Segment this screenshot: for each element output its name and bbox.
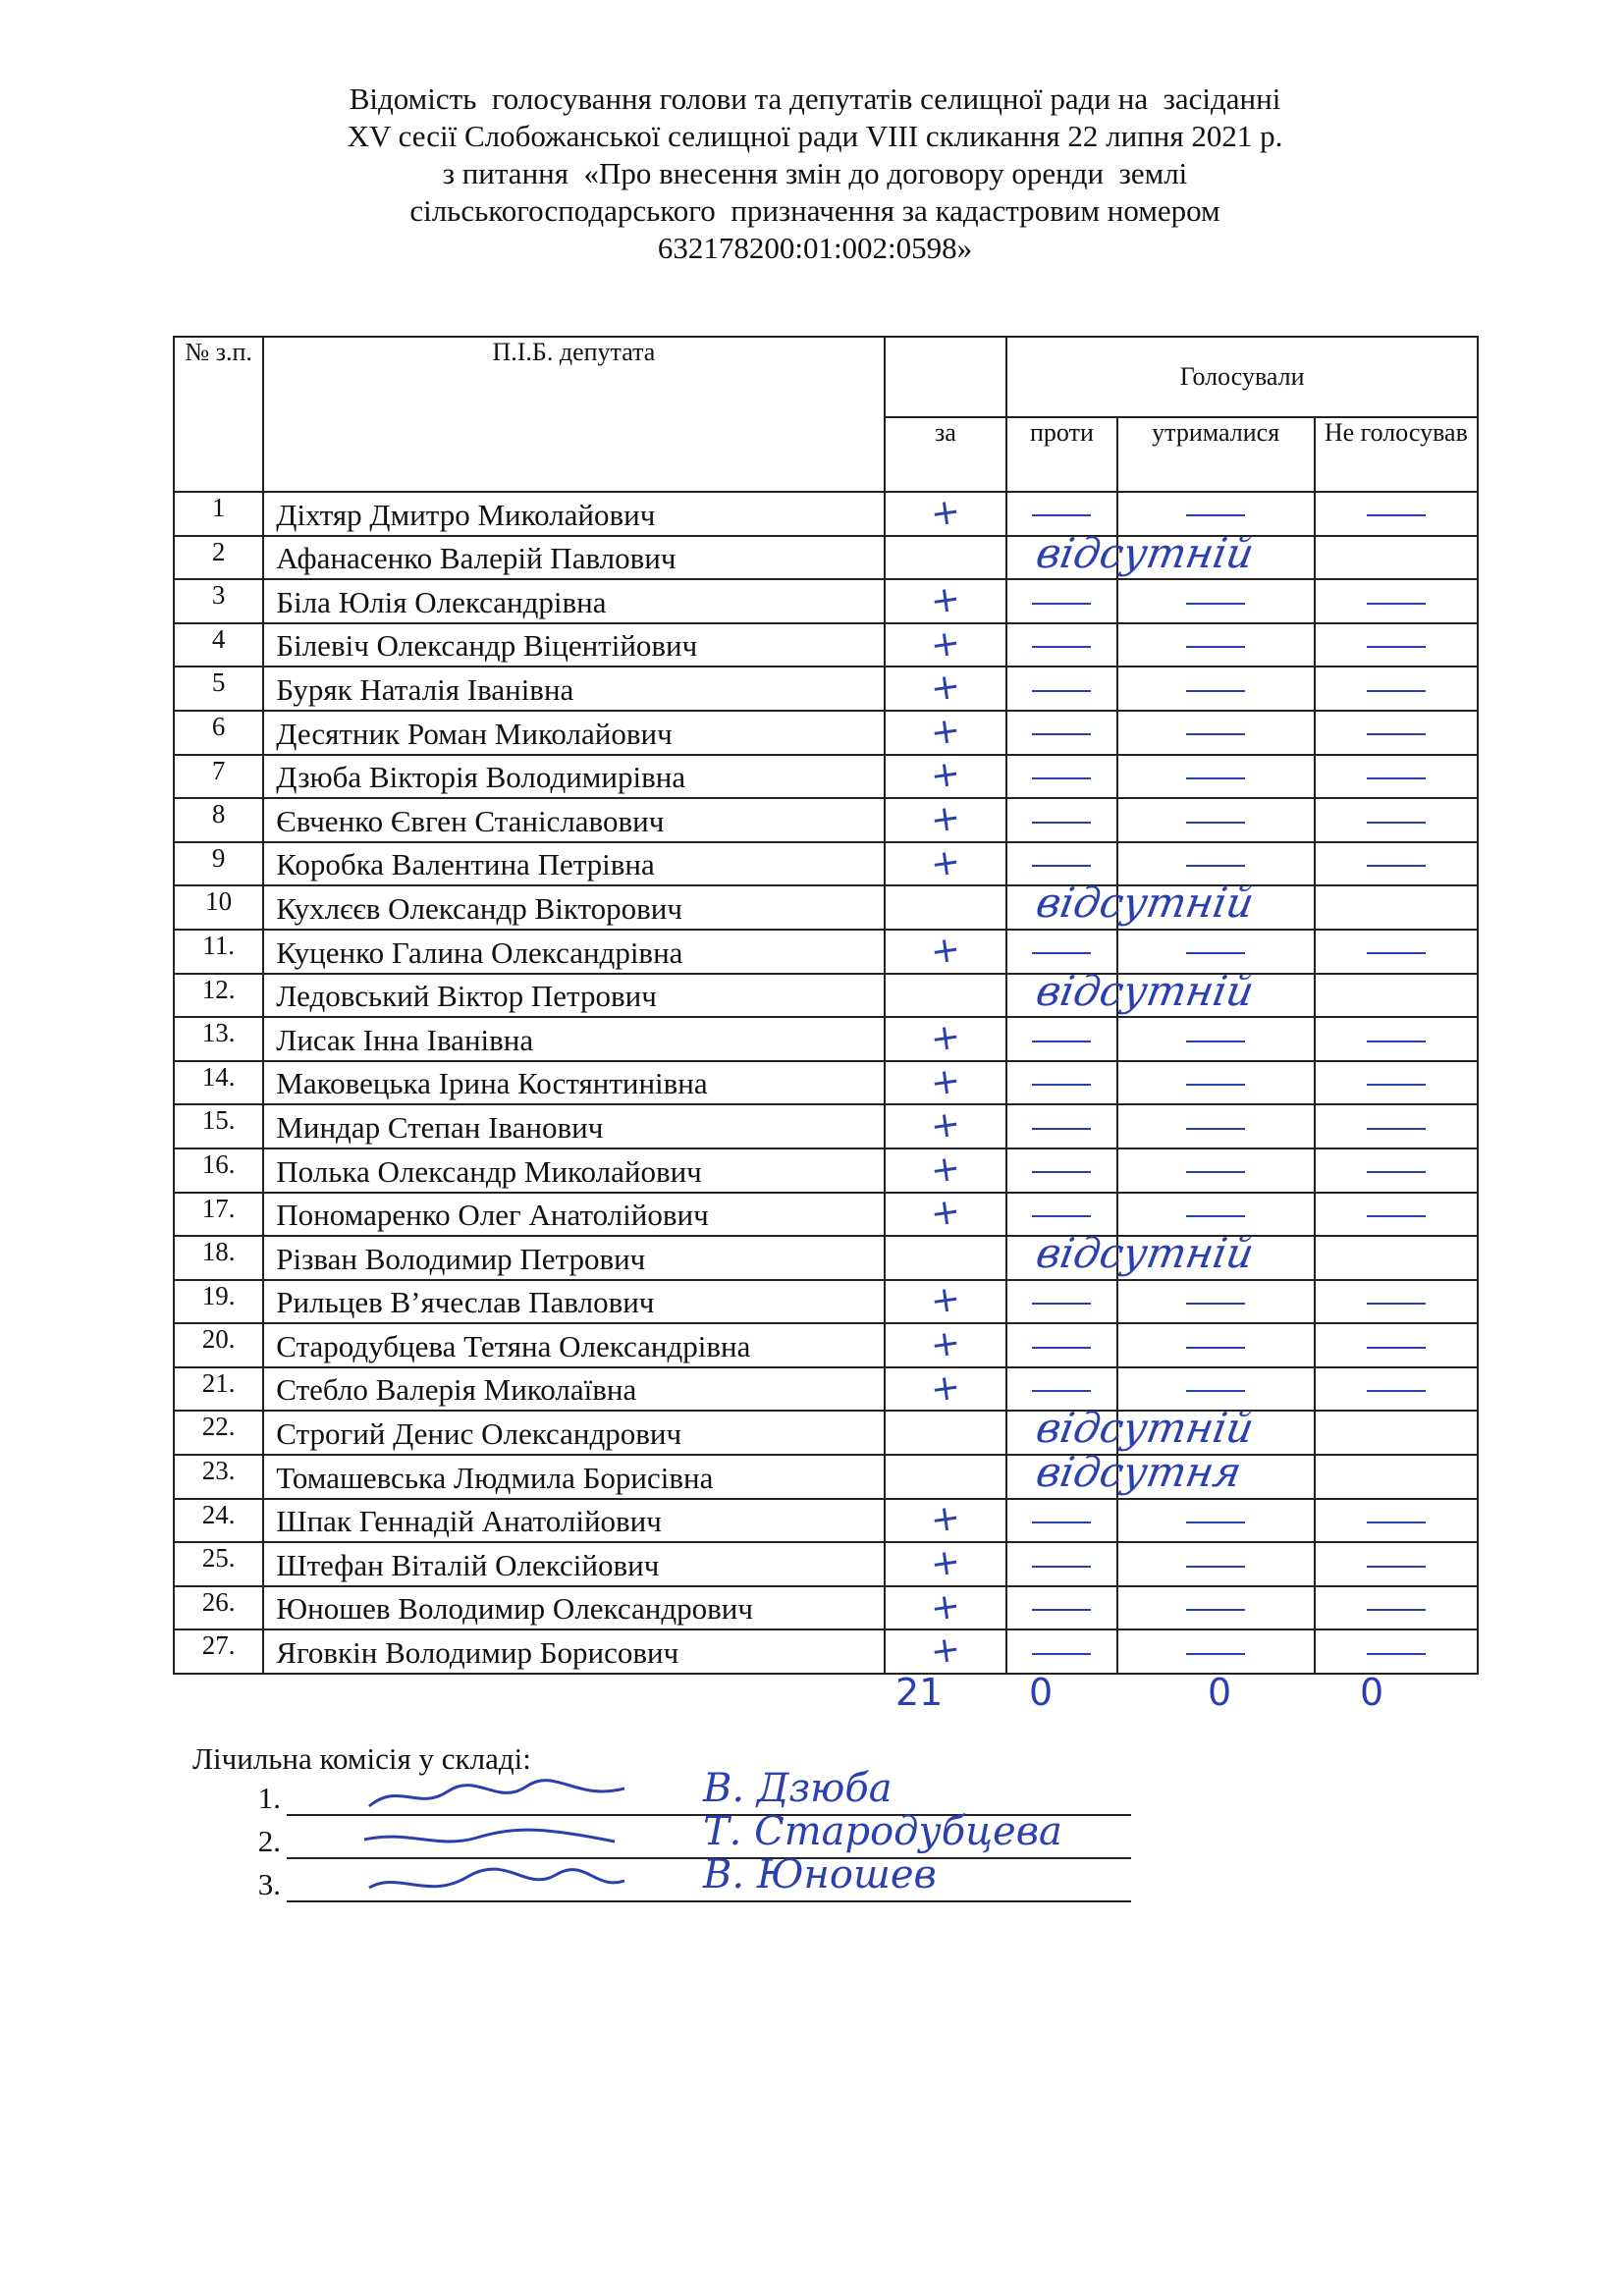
vote-notvoted-cell [1315,1542,1478,1586]
dash-mark-icon [1186,646,1245,648]
table-row [174,1323,1478,1367]
vote-for-cell [885,755,1007,799]
dash-mark-icon [1032,646,1091,648]
dash-mark-icon [1367,1390,1426,1392]
deputy-name: Юношев Володимир Олександрович [263,1586,884,1630]
dash-mark-icon [1032,514,1091,516]
deputy-name: Шпак Геннадій Анатолійович [263,1499,884,1543]
vote-for-cell [885,1148,1007,1193]
absent-note: відсутня [1032,1448,1246,1497]
counting-commission [192,1739,1062,1908]
vote-against-cell [1006,1104,1116,1148]
voting-table [173,336,1479,1675]
dash-mark-icon [1367,690,1426,692]
table-row [174,1411,1478,1455]
row-number: 2 [174,536,263,580]
dash-mark-icon [1367,1303,1426,1305]
dash-mark-icon [1367,1653,1426,1655]
header-line-3: з питання «Про внесення змін до договору оренди землі [442,156,1188,190]
table-row [174,492,1478,536]
dash-mark-icon [1186,733,1245,735]
header-blank [885,337,1007,417]
header-voted: Голосували [1006,337,1478,417]
vote-against-cell [1006,667,1116,711]
deputy-name: Пономаренко Олег Анатолійович [263,1193,884,1237]
deputy-name: Стебло Валерія Миколаївна [263,1367,884,1412]
vote-for-cell [885,667,1007,711]
deputy-name: Біла Юлія Олександрівна [263,579,884,623]
vote-for-cell [885,974,1007,1018]
dash-mark-icon [1186,1303,1245,1305]
commission-member: 3. В. Юношев [192,1865,531,1908]
dash-mark-icon [1032,690,1091,692]
vote-for-cell [885,885,1007,930]
table-row [174,1017,1478,1061]
dash-mark-icon [1186,1390,1245,1392]
vote-against-cell [1006,528,1258,580]
plus-mark-icon: + [928,1059,963,1104]
dash-mark-icon [1032,1522,1091,1523]
dash-mark-icon [1032,1041,1091,1042]
header-line-4: сільськогосподарського призначення за кадастровим номером [409,193,1220,228]
table-row [174,1499,1478,1543]
vote-abstain-cell [1117,1629,1315,1674]
vote-abstain-cell [1117,579,1315,623]
dash-mark-icon [1367,952,1426,954]
deputy-name: Ледовський Віктор Петрович [263,974,884,1018]
dash-mark-icon [1032,1171,1091,1173]
dash-mark-icon [1032,603,1091,605]
vote-for-cell [885,1367,1007,1412]
vote-for-cell [885,798,1007,842]
row-number: 23. [174,1455,263,1499]
dash-mark-icon [1186,952,1245,954]
row-number: 10 [174,885,263,930]
table-row [174,1104,1478,1148]
vote-for-cell [885,492,1007,536]
vote-notvoted-cell [1315,711,1478,755]
vote-for-cell [885,536,1007,580]
dash-mark-icon [1186,1128,1245,1130]
vote-against-cell [1006,798,1116,842]
header-not-voted: Не голосував [1315,417,1478,492]
table-row [174,1148,1478,1193]
vote-against-cell [1006,1499,1116,1543]
deputy-name: Полька Олександр Миколайович [263,1148,884,1193]
table-row [174,667,1478,711]
vote-abstain-cell [1117,667,1315,711]
dash-mark-icon [1186,603,1245,605]
header-line-1: Відомість голосування голови та депутатів селищної ради на засіданні [349,81,1281,116]
vote-against-cell [1006,1017,1116,1061]
table-row [174,842,1478,886]
table-row [174,885,1478,930]
dash-mark-icon [1032,952,1091,954]
row-number: 24. [174,1499,263,1543]
total-not-voted: 0 [1360,1671,1384,1714]
total-against: 0 [1029,1671,1054,1714]
dash-mark-icon [1186,777,1245,779]
vote-against-cell [1006,1586,1116,1630]
dash-mark-icon [1367,733,1426,735]
table-row [174,798,1478,842]
vote-for-cell [885,1236,1007,1280]
vote-against-cell [1006,879,1258,930]
vote-notvoted-cell [1315,1367,1478,1412]
dash-mark-icon [1367,1171,1426,1173]
dash-mark-icon [1186,514,1245,516]
row-number: 14. [174,1061,263,1105]
dash-mark-icon [1367,865,1426,867]
row-number: 9 [174,842,263,886]
dash-mark-icon [1367,1609,1426,1611]
document-header [177,80,1453,267]
plus-mark-icon: + [928,753,963,798]
vote-for-cell [885,579,1007,623]
vote-abstain-cell [1117,623,1315,667]
vote-for-cell [885,711,1007,755]
deputy-name: Рильцев В’ячеслав Павлович [263,1280,884,1324]
row-number: 18. [174,1236,263,1280]
dash-mark-icon [1367,777,1426,779]
plus-mark-icon: + [928,928,963,973]
deputy-name: Білевіч Олександр Віцентійович [263,623,884,667]
vote-against-cell [1006,711,1116,755]
deputy-name: Дзюба Вікторія Володимирівна [263,755,884,799]
header-line-2: XV сесії Слобожанської селищної ради VIII скликання 22 липня 2021 р. [347,119,1283,153]
deputy-name: Афанасенко Валерій Павлович [263,536,884,580]
table-body [174,492,1478,1674]
vote-notvoted-cell [1315,1280,1478,1324]
vote-notvoted-cell [1315,930,1478,974]
deputy-name: Євченко Євген Станіславович [263,798,884,842]
vote-abstain-cell [1117,1280,1315,1324]
dash-mark-icon [1186,1566,1245,1568]
dash-mark-icon [1186,1084,1245,1086]
vote-for-cell [885,1280,1007,1324]
row-number: 3 [174,579,263,623]
dash-mark-icon [1032,1084,1091,1086]
vote-against-cell [1006,966,1258,1018]
deputy-name: Діхтяр Дмитро Миколайович [263,492,884,536]
deputy-name: Кухлєєв Олександр Вікторович [263,885,884,930]
vote-notvoted-cell [1315,974,1478,1018]
deputy-name: Томашевська Людмила Борисівна [263,1455,884,1499]
vote-notvoted-cell [1315,1148,1478,1193]
vote-notvoted-cell [1315,1323,1478,1367]
table-row [174,755,1478,799]
vote-abstain-cell [1117,711,1315,755]
vote-for-cell [885,1061,1007,1105]
plus-mark-icon: + [928,840,963,885]
dash-mark-icon [1032,865,1091,867]
plus-mark-icon: + [928,1278,963,1323]
row-number: 1 [174,492,263,536]
table-row [174,1629,1478,1674]
row-number: 26. [174,1586,263,1630]
table-row [174,623,1478,667]
header-number: № з.п. [174,337,263,492]
absent-note: відсутній [1032,1229,1258,1278]
vote-abstain-cell [1117,1586,1315,1630]
vote-notvoted-cell [1315,492,1478,536]
row-number: 4 [174,623,263,667]
deputy-name: Маковецька Ірина Костянтинівна [263,1061,884,1105]
dash-mark-icon [1032,733,1091,735]
signature-text: В. Дзюба [703,1766,893,1811]
plus-mark-icon: + [928,1147,963,1192]
dash-mark-icon [1367,1566,1426,1568]
vote-abstain-cell [1117,1499,1315,1543]
vote-for-cell [885,1455,1007,1499]
dash-mark-icon [1032,1215,1091,1217]
table-row [174,1367,1478,1412]
dash-mark-icon [1186,1653,1245,1655]
row-number: 11. [174,930,263,974]
table-row [174,1542,1478,1586]
deputy-name: Куценко Галина Олександрівна [263,930,884,974]
vote-against-cell [1006,1280,1116,1324]
dash-mark-icon [1367,1215,1426,1217]
vote-against-cell [1006,579,1116,623]
commission-title: Лічильна комісія у складі: [192,1741,531,1776]
absent-note: відсутній [1032,1404,1258,1453]
plus-mark-icon: + [928,666,963,711]
deputy-name: Яговкін Володимир Борисович [263,1629,884,1674]
dash-mark-icon [1032,1303,1091,1305]
vote-abstain-cell [1117,1017,1315,1061]
vote-notvoted-cell [1315,1236,1478,1280]
vote-abstain-cell [1117,1542,1315,1586]
plus-mark-icon: + [928,1191,963,1236]
dash-mark-icon [1186,1609,1245,1611]
vote-notvoted-cell [1315,1104,1478,1148]
vote-abstain-cell [1117,1148,1315,1193]
dash-mark-icon [1186,690,1245,692]
vote-against-cell [1006,1629,1116,1674]
dash-mark-icon [1032,1653,1091,1655]
dash-mark-icon [1032,1390,1091,1392]
signature-scribble [359,1863,634,1902]
vote-against-cell [1006,1323,1116,1367]
dash-mark-icon [1032,777,1091,779]
table-row [174,930,1478,974]
vote-against-cell [1006,623,1116,667]
dash-mark-icon [1367,1041,1426,1042]
dash-mark-icon [1367,514,1426,516]
row-number: 16. [174,1148,263,1193]
row-number: 15. [174,1104,263,1148]
dash-mark-icon [1186,1041,1245,1042]
plus-mark-icon: + [928,1497,963,1542]
row-number: 20. [174,1323,263,1367]
vote-notvoted-cell [1315,579,1478,623]
totals-row [0,1671,1624,1720]
vote-abstain-cell [1117,1323,1315,1367]
row-number: 5 [174,667,263,711]
vote-abstain-cell [1117,755,1315,799]
table-row [174,974,1478,1018]
header-for: за [885,417,1007,492]
row-number: 13. [174,1017,263,1061]
vote-against-cell [1006,1229,1258,1280]
dash-mark-icon [1032,822,1091,824]
vote-notvoted-cell [1315,1499,1478,1543]
row-number: 17. [174,1193,263,1237]
vote-abstain-cell [1117,798,1315,842]
deputy-name: Десятник Роман Миколайович [263,711,884,755]
header-abstained: утрималися [1117,417,1315,492]
vote-against-cell [1006,1148,1116,1193]
plus-mark-icon: + [928,797,963,841]
vote-for-cell [885,1542,1007,1586]
plus-mark-icon: + [928,1103,963,1148]
plus-mark-icon: + [928,621,963,667]
row-number: 8 [174,798,263,842]
signature-text: В. Юношев [703,1852,937,1897]
row-number: 22. [174,1411,263,1455]
vote-notvoted-cell [1315,798,1478,842]
plus-mark-icon: + [928,1541,963,1585]
dash-mark-icon [1367,1522,1426,1523]
vote-notvoted-cell [1315,1017,1478,1061]
row-number: 25. [174,1542,263,1586]
plus-mark-icon: + [928,1322,963,1366]
table-row [174,536,1478,580]
dash-mark-icon [1367,822,1426,824]
table-row [174,579,1478,623]
vote-for-cell [885,1499,1007,1543]
dash-mark-icon [1032,1566,1091,1568]
vote-notvoted-cell [1315,842,1478,886]
vote-notvoted-cell [1315,1586,1478,1630]
absent-note: відсутній [1032,966,1258,1015]
vote-for-cell [885,1104,1007,1148]
vote-notvoted-cell [1315,536,1478,580]
vote-for-cell [885,1411,1007,1455]
deputy-name: Миндар Степан Іванович [263,1104,884,1148]
vote-against-cell [1006,1061,1116,1105]
dash-mark-icon [1367,603,1426,605]
header-line-5: 632178200:01:002:0598» [657,231,973,265]
vote-for-cell [885,1323,1007,1367]
vote-for-cell [885,930,1007,974]
vote-notvoted-cell [1315,885,1478,930]
total-for: 21 [895,1671,944,1714]
dash-mark-icon [1367,1347,1426,1349]
dash-mark-icon [1032,1128,1091,1130]
deputy-name: Коробка Валентина Петрівна [263,842,884,886]
vote-for-cell [885,1017,1007,1061]
deputy-name: Стародубцева Тетяна Олександрівна [263,1323,884,1367]
table-row [174,711,1478,755]
vote-for-cell [885,1586,1007,1630]
plus-mark-icon: + [928,1629,963,1674]
dash-mark-icon [1367,646,1426,648]
vote-notvoted-cell [1315,623,1478,667]
plus-mark-icon: + [928,709,963,754]
signature-text: Т. Стародубцева [703,1809,1062,1854]
row-number: 21. [174,1367,263,1412]
vote-notvoted-cell [1315,1411,1478,1455]
vote-for-cell [885,623,1007,667]
plus-mark-icon: + [928,578,963,622]
vote-notvoted-cell [1315,1455,1478,1499]
deputy-name: Буряк Наталія Іванівна [263,667,884,711]
absent-note: відсутній [1032,879,1258,928]
vote-against-cell [1006,1542,1116,1586]
table-row [174,1193,1478,1237]
table-row [174,1586,1478,1630]
dash-mark-icon [1032,1347,1091,1349]
commission-member: 1. В. Дзюба [192,1779,531,1822]
vote-for-cell [885,842,1007,886]
row-number: 6 [174,711,263,755]
signature-scribble [359,1820,634,1859]
dash-mark-icon [1186,822,1245,824]
signature-scribble [359,1777,634,1816]
plus-mark-icon: + [928,1365,963,1411]
vote-for-cell [885,1193,1007,1237]
dash-mark-icon [1186,1347,1245,1349]
row-number: 7 [174,755,263,799]
plus-mark-icon: + [928,490,963,535]
total-abstained: 0 [1208,1671,1232,1714]
table-row [174,1280,1478,1324]
plus-mark-icon: + [928,1016,963,1060]
vote-abstain-cell [1117,1104,1315,1148]
dash-mark-icon [1367,1084,1426,1086]
header-against: проти [1006,417,1116,492]
table-row [174,1236,1478,1280]
row-number: 19. [174,1280,263,1324]
dash-mark-icon [1186,1215,1245,1217]
deputy-name: Різван Володимир Петрович [263,1236,884,1280]
row-number: 12. [174,974,263,1018]
vote-notvoted-cell [1315,1193,1478,1237]
vote-for-cell [885,1629,1007,1674]
dash-mark-icon [1186,1171,1245,1173]
dash-mark-icon [1032,1609,1091,1611]
commission-member: 2. Т. Стародубцева [192,1822,531,1865]
deputy-name: Штефан Віталій Олексійович [263,1542,884,1586]
vote-notvoted-cell [1315,1061,1478,1105]
dash-mark-icon [1367,1128,1426,1130]
vote-notvoted-cell [1315,667,1478,711]
dash-mark-icon [1186,865,1245,867]
vote-notvoted-cell [1315,755,1478,799]
deputy-name: Строгий Денис Олександрович [263,1411,884,1455]
vote-notvoted-cell [1315,1629,1478,1674]
table-row [174,1455,1478,1499]
header-name: П.І.Б. депутата [263,337,884,492]
dash-mark-icon [1186,1522,1245,1523]
table-row [174,1061,1478,1105]
vote-against-cell [1006,1448,1246,1499]
row-number: 27. [174,1629,263,1674]
vote-abstain-cell [1117,1061,1315,1105]
deputy-name: Лисак Інна Іванівна [263,1017,884,1061]
plus-mark-icon: + [928,1584,963,1629]
vote-against-cell [1006,755,1116,799]
absent-note: відсутній [1032,528,1258,577]
